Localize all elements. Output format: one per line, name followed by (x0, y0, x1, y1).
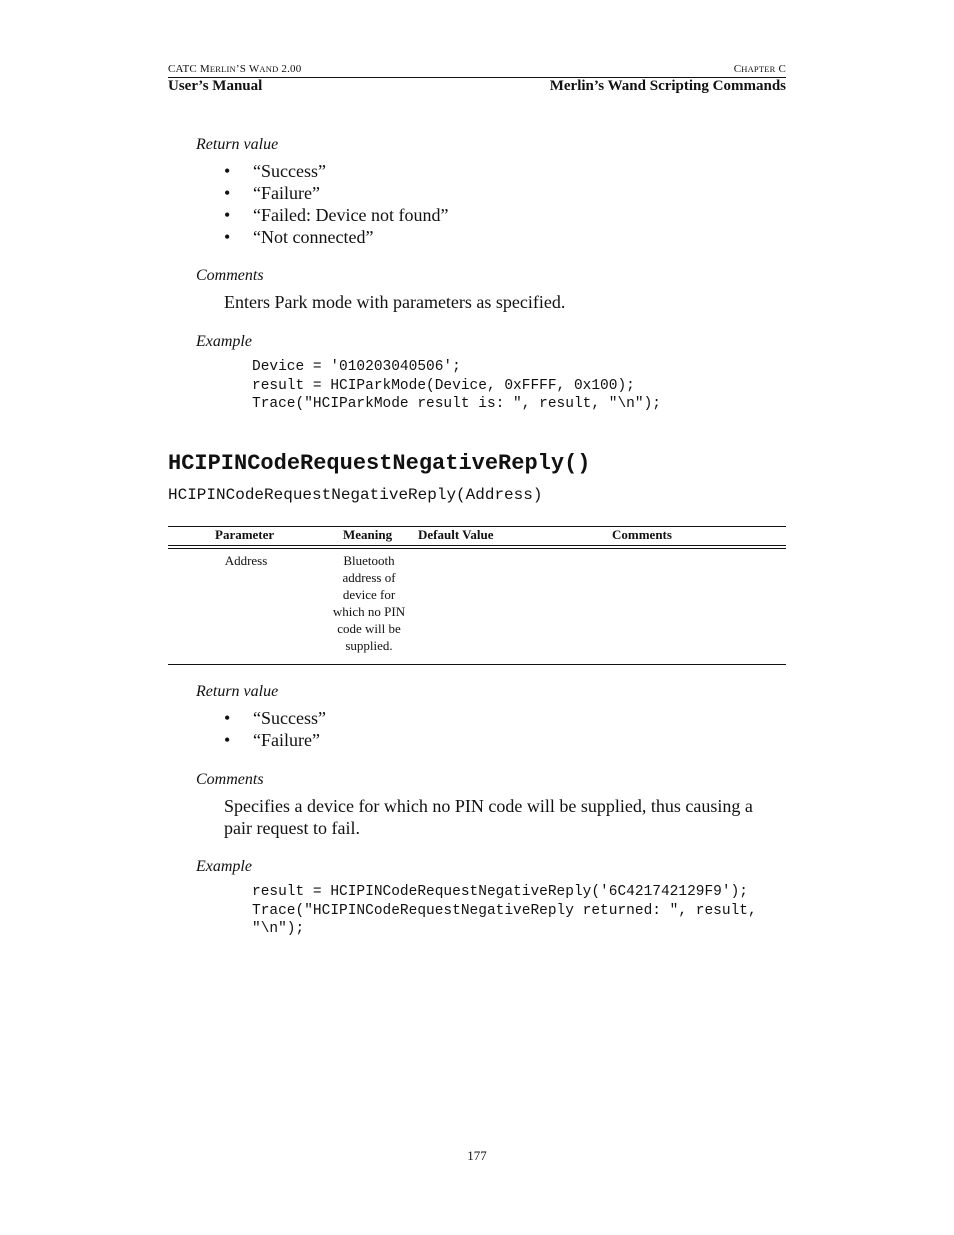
header-manual: User’s Manual (168, 78, 263, 94)
list-item: • “Failed: Device not found” (224, 205, 449, 225)
header-section: Merlin’s Wand Scripting Commands (549, 78, 786, 94)
list-item: • “Failure” (224, 183, 320, 203)
example-code: Device = '010203040506'; result = HCIParkMode(Device, 0xFFFF, 0x100); Trace("HCIParkMode result is: ", result, "\n"); (252, 359, 661, 412)
table-cell-parameter: Address (224, 553, 268, 568)
comments-text: Enters Park mode with parameters as specified. (224, 292, 566, 312)
list-item: • “Success” (224, 708, 326, 728)
table-header-rule-2 (168, 548, 786, 549)
function-title: HCIPINCodeRequestNegativeReply() (168, 451, 591, 476)
return-values-list-2 (224, 707, 326, 751)
function-signature: HCIPINCodeRequestNegativeReply(Address) (168, 486, 543, 504)
return-value-heading-2: Return value (196, 683, 279, 700)
return-values-list (224, 160, 448, 248)
table-bottom-rule (168, 664, 786, 665)
example-heading: Example (196, 333, 252, 350)
comments-heading: Comments (196, 267, 264, 284)
comments-heading-2: Comments (196, 771, 264, 788)
return-value-heading: Return value (196, 136, 279, 153)
table-header-comments: Comments (612, 527, 672, 542)
table-header-meaning: Meaning (343, 527, 393, 542)
example-code-2: result = HCIPINCodeRequestNegativeReply('6C421742129F9'); Trace("HCIPINCodeRequestNegativeReply returned: ", result, "\n"); (252, 884, 757, 937)
example-heading-2: Example (196, 858, 252, 875)
header-product: CATC MERLIN’S WAND 2.00 (168, 63, 302, 75)
header-chapter: CHAPTER C (733, 63, 786, 75)
table-cell-meaning: Bluetooth address of device for which no PIN code will be supplied. (332, 553, 406, 653)
table-header-parameter: Parameter (215, 527, 275, 542)
list-item: • “Not connected” (224, 227, 374, 247)
table-header-default: Default Value (418, 527, 494, 542)
list-item: • “Failure” (224, 730, 320, 750)
table-header-rule-1 (168, 545, 786, 546)
list-item: • “Success” (224, 161, 326, 181)
page-number: 177 (467, 1148, 487, 1163)
comments-text-2: Specifies a device for which no PIN code will be supplied, thus causing a pair request to fail. (224, 796, 753, 838)
